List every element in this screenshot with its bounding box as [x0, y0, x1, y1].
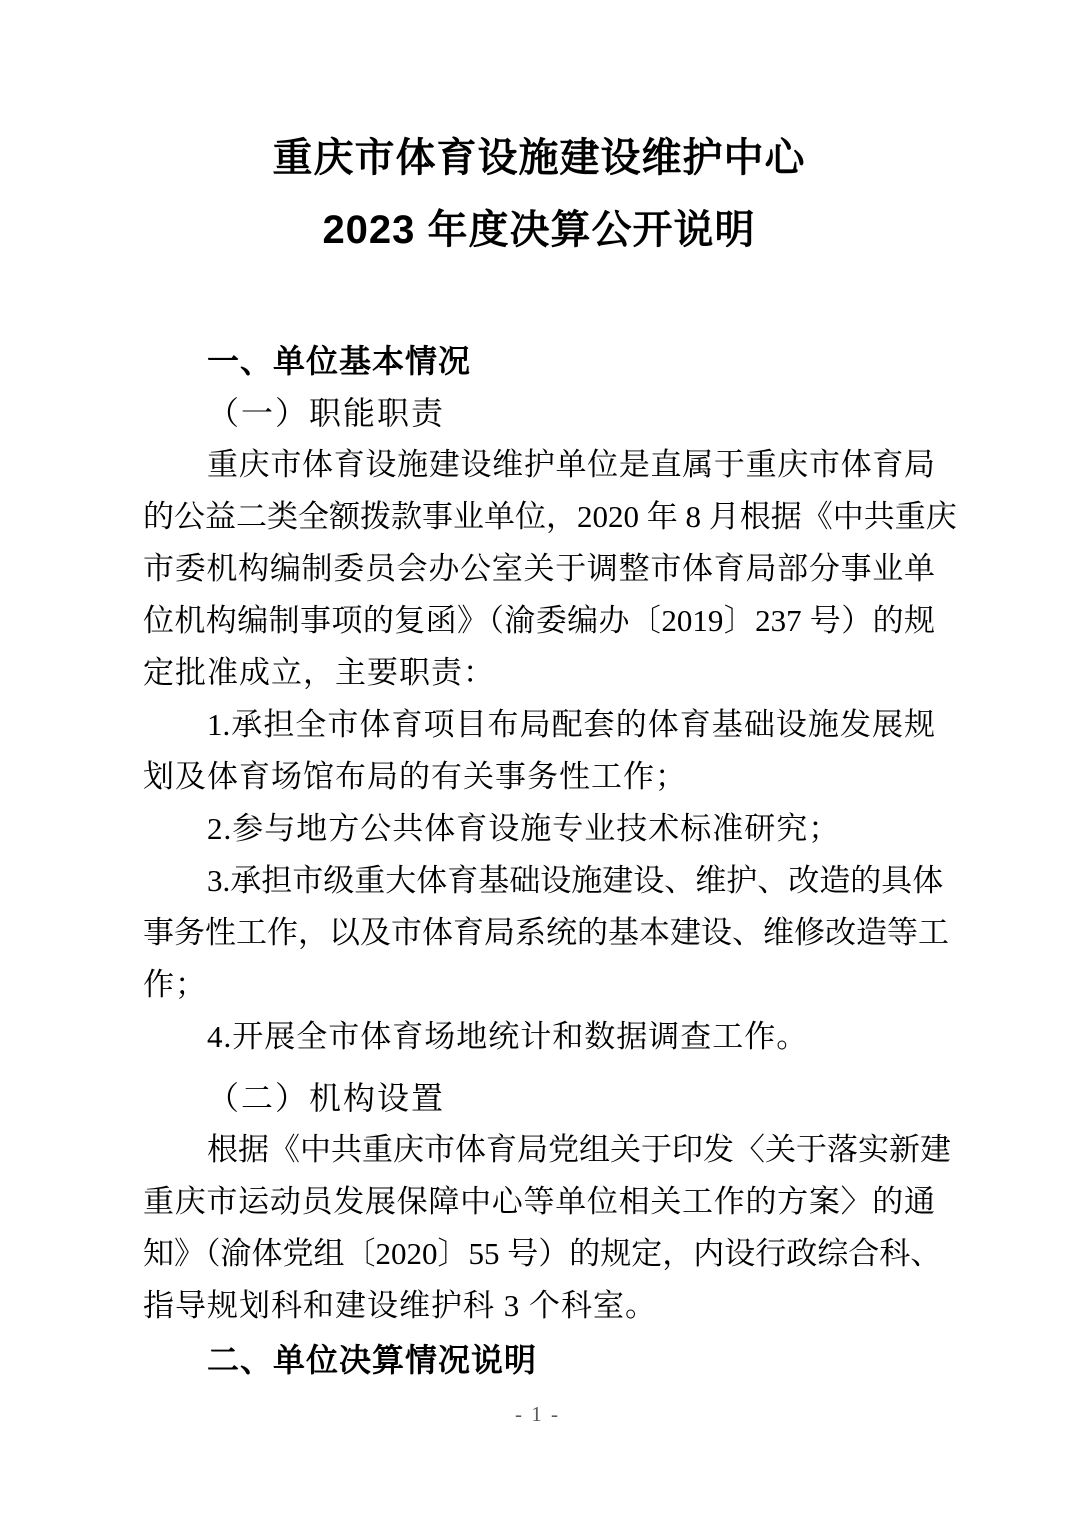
- paragraph-line: 知》（渝体党组〔2020〕55 号）的规定，内设行政综合科、: [143, 1236, 942, 1271]
- list-item-line: 4.开展全市体育场地统计和数据调查工作。: [207, 1019, 809, 1054]
- list-item-line: 划及体育场馆布局的有关事务性工作；: [143, 759, 687, 794]
- list-item-line: 事务性工作，以及市体育局系统的基本建设、维修改造等工: [143, 915, 949, 950]
- list-item-line: 1.承担全市体育项目布局配套的体育基础设施发展规: [207, 707, 935, 742]
- paragraph-line: 重庆市体育设施建设维护单位是直属于重庆市体育局: [207, 447, 935, 482]
- page-number: - 1 -: [515, 1402, 560, 1426]
- subsection-heading-1: （一）职能职责: [207, 395, 446, 431]
- document-title-line-2: 2023 年度决算公开说明: [322, 208, 756, 252]
- paragraph-line: 重庆市运动员发展保障中心等单位相关工作的方案〉的通: [143, 1184, 935, 1219]
- list-item-line: 3.承担市级重大体育基础设施建设、维护、改造的具体: [207, 863, 944, 898]
- paragraph-line: 位机构编制事项的复函》（渝委编办〔2019〕237 号）的规: [143, 603, 935, 638]
- paragraph-line: 市委机构编制委员会办公室关于调整市体育局部分事业单: [143, 551, 935, 586]
- paragraph-line: 定批准成立，主要职责：: [143, 655, 495, 690]
- document-title-line-1: 重庆市体育设施建设维护中心: [272, 136, 806, 180]
- section-heading-2: 二、单位决算情况说明: [207, 1342, 538, 1378]
- paragraph-line: 的公益二类全额拨款事业单位，2020 年 8 月根据《中共重庆: [143, 499, 957, 534]
- paragraph-line: 根据《中共重庆市体育局党组关于印发〈关于落实新建: [207, 1132, 951, 1167]
- list-item-line: 作；: [143, 967, 207, 1002]
- subsection-heading-2: （二）机构设置: [207, 1080, 446, 1116]
- paragraph-line: 指导规划科和建设维护科 3 个科室。: [143, 1288, 657, 1323]
- list-item-line: 2.参与地方公共体育设施专业技术标准研究；: [207, 811, 841, 846]
- section-heading-1: 一、单位基本情况: [207, 343, 472, 379]
